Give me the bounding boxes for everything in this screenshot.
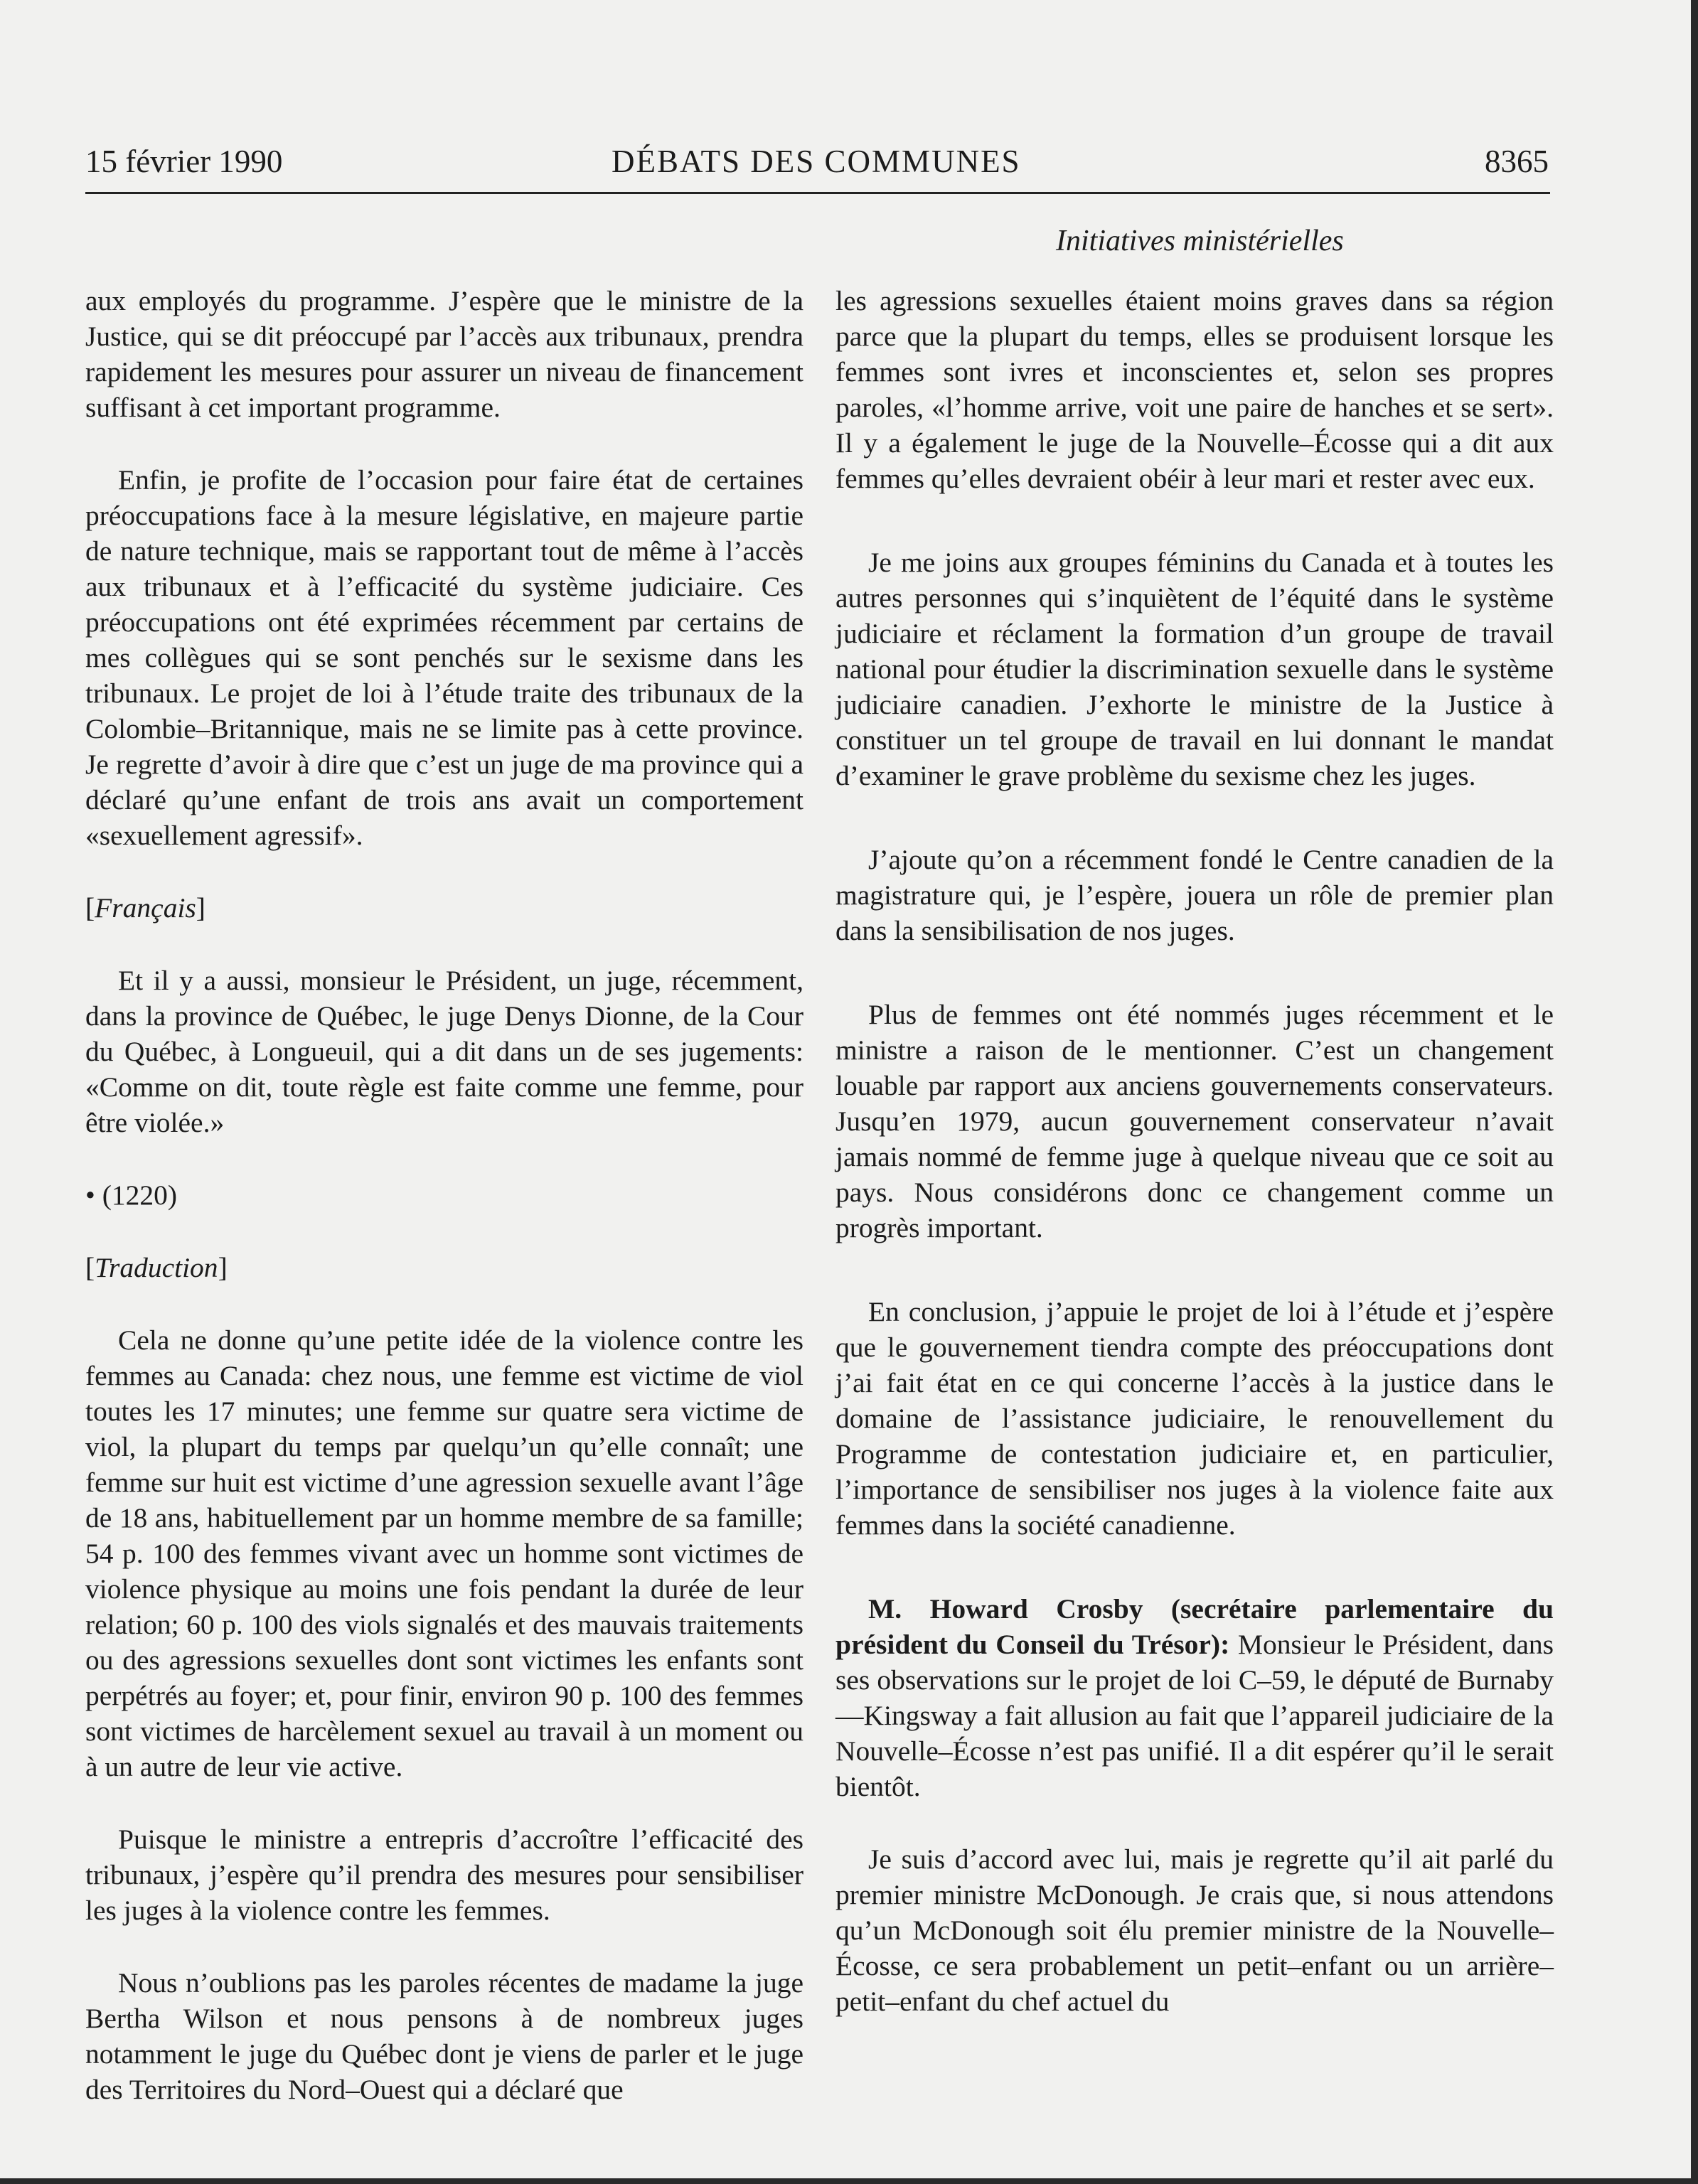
header-title: DÉBATS DES COMMUNES [612,144,1021,179]
language-tag: [Traduction] [85,1252,228,1283]
paragraph: Plus de femmes ont été nommés juges récemment et le ministre a raison de le mentionner. C’est un changement louable par rapport aux anciens gouvernements conservateurs. Jusqu’en 1979, aucun gouvernement conservateur n’avait jamais nommé de femme juge à quelque niveau que ce soit au pays. Nous considérons donc ce changement comme un progrès important. [835,999,1554,1243]
paragraph: aux employés du programme. J’espère que le ministre de la Justice, qui se dit préoccupé par l’accès aux tribunaux, prendra rapidement les mesures pour assurer un niveau de financement suffisant à cet important programme. [85,285,803,423]
speech-text: Monsieur le Président, dans ses observations sur le projet de loi C–59, le député de Burnaby—Kingsway a fait allusion au fait que l’appareil judiciaire de la Nouvelle–Écosse n’est pas unifié. Il a dit espérer qu’il le serait bientôt. [835,1629,1554,1802]
paragraph: Puisque le ministre a entrepris d’accroître l’efficacité des tribunaux, j’espère qu’il prendra des mesures pour sensibiliser les juges à la violence contre les femmes. [85,1824,803,1926]
paragraph: Je suis d’accord avec lui, mais je regrette qu’il ait parlé du premier ministre McDonough. Je crais que, si nous attendons qu’un McDonough soit élu premier ministre de la Nouvelle–Écosse, ce sera probablement un petit–enfant ou un arrière–petit–enfant du chef actuel du [835,1843,1554,2017]
language-tag-text: Français [95,892,196,924]
language-tag: [Français] [85,892,205,924]
language-tag-text: Traduction [95,1252,218,1283]
paragraph: Je me joins aux groupes féminins du Canada et à toutes les autres personnes qui s’inquiètent de l’équité dans le système judiciaire et réclament la formation d’un groupe de travail national pour étudier la discrimination sexuelle dans le système judiciaire canadien. J’exhorte le ministre de la Justice à constituer un tel groupe de travail en lui donnant le mandat d’examiner le grave problème du sexisme chez les juges. [835,547,1554,791]
header-date: 15 février 1990 [85,144,283,179]
paragraph: Enfin, je profite de l’occasion pour faire état de certaines préoccupations face à la mesure législative, en majeure partie de nature technique, mais se rapportant tout de même à l’accès aux tribunaux et à l’efficacité du système judiciaire. Ces préoccupations ont été exprimées récemment par certains de mes collègues qui se sont penchés sur le sexisme dans les tribunaux. Le projet de loi à l’étude traite des tribunaux de la Colombie–Britannique, mais ne se limite pas à cette province. Je regrette d’avoir à dire que c’est un juge de ma province qui a déclaré qu’une enfant de trois ans avait un comportement «sexuellement agressif». [85,464,803,851]
time-marker: • (1220) [85,1179,178,1211]
paragraph: En conclusion, j’appuie le projet de loi à l’étude et j’espère que le gouvernement tiendra compte des préoccupations dont j’ai fait état en ce qui concerne l’accès à la justice dans le domaine de l’assistance judiciaire, le renouvellement du Programme de contestation judiciaire et, en particulier, l’importance de sensibiliser nos juges à la violence faite aux femmes dans la société canadienne. [835,1296,1554,1541]
paragraph: Nous n’oublions pas les paroles récentes de madame la juge Bertha Wilson et nous pensons à de nombreux juges notamment le juge du Québec dont je viens de parler et le juge des Territoires du Nord–Ouest qui a déclaré que [85,1967,803,2105]
scan-edge [0,2178,1698,2184]
running-head: Initiatives ministérielles [1056,225,1344,257]
paragraph: Cela ne donne qu’une petite idée de la violence contre les femmes au Canada: chez nous, une femme est victime de viol toutes les 17 minutes; une femme sur quatre sera victime de viol, la plupart du temps par quelqu’un qu’elle connaît; une femme sur huit est victime d’une agression sexuelle avant l’âge de 18 ans, habituellement par un homme membre de sa famille; 54 p. 100 des femmes vivant avec un homme sont victimes de violence physique au moins une fois pendant la durée de leur relation; 60 p. 100 des viols signalés et des mauvais traitements ou des agressions sexuelles dont sont victimes les enfants sont perpétrés au foyer; et, pour finir, environ 90 p. 100 des femmes sont victimes de harcèlement sexuel au travail à un moment ou à un autre de leur vie active. [85,1324,803,1782]
speech-paragraph [835,1591,1554,1804]
paragraph: les agressions sexuelles étaient moins graves dans sa région parce que la plupart du temps, elles se produisent lorsque les femmes sont ivres et inconscientes et, selon ses propres paroles, «l’homme arrive, voit une paire de hanches et se sert». Il y a également le juge de la Nouvelle–Écosse qui a dit aux femmes qu’elles devraient obéir à leur mari et rester avec eux. [835,285,1554,494]
right-column [835,283,1554,2019]
paragraph: Et il y a aussi, monsieur le Président, un juge, récemment, dans la province de Québec, le juge Denys Dionne, de la Cour du Québec, à Longueuil, qui a dit dans un de ses jugements: «Comme on dit, toute règle est faite comme une femme, pour être violée.» [85,965,803,1138]
page-number: 8365 [1485,144,1549,179]
paragraph: J’ajoute qu’on a récemment fondé le Centre canadien de la magistrature qui, je l’espère, jouera un rôle de premier plan dans la sensibilisation de nos juges. [835,844,1554,946]
header-rule [85,192,1550,194]
scan-edge [1691,0,1698,2184]
left-column [85,283,803,2107]
speaker-name: M. Howard Crosby (secrétaire parlementaire du président du Conseil du Trésor): [835,1593,1554,1660]
